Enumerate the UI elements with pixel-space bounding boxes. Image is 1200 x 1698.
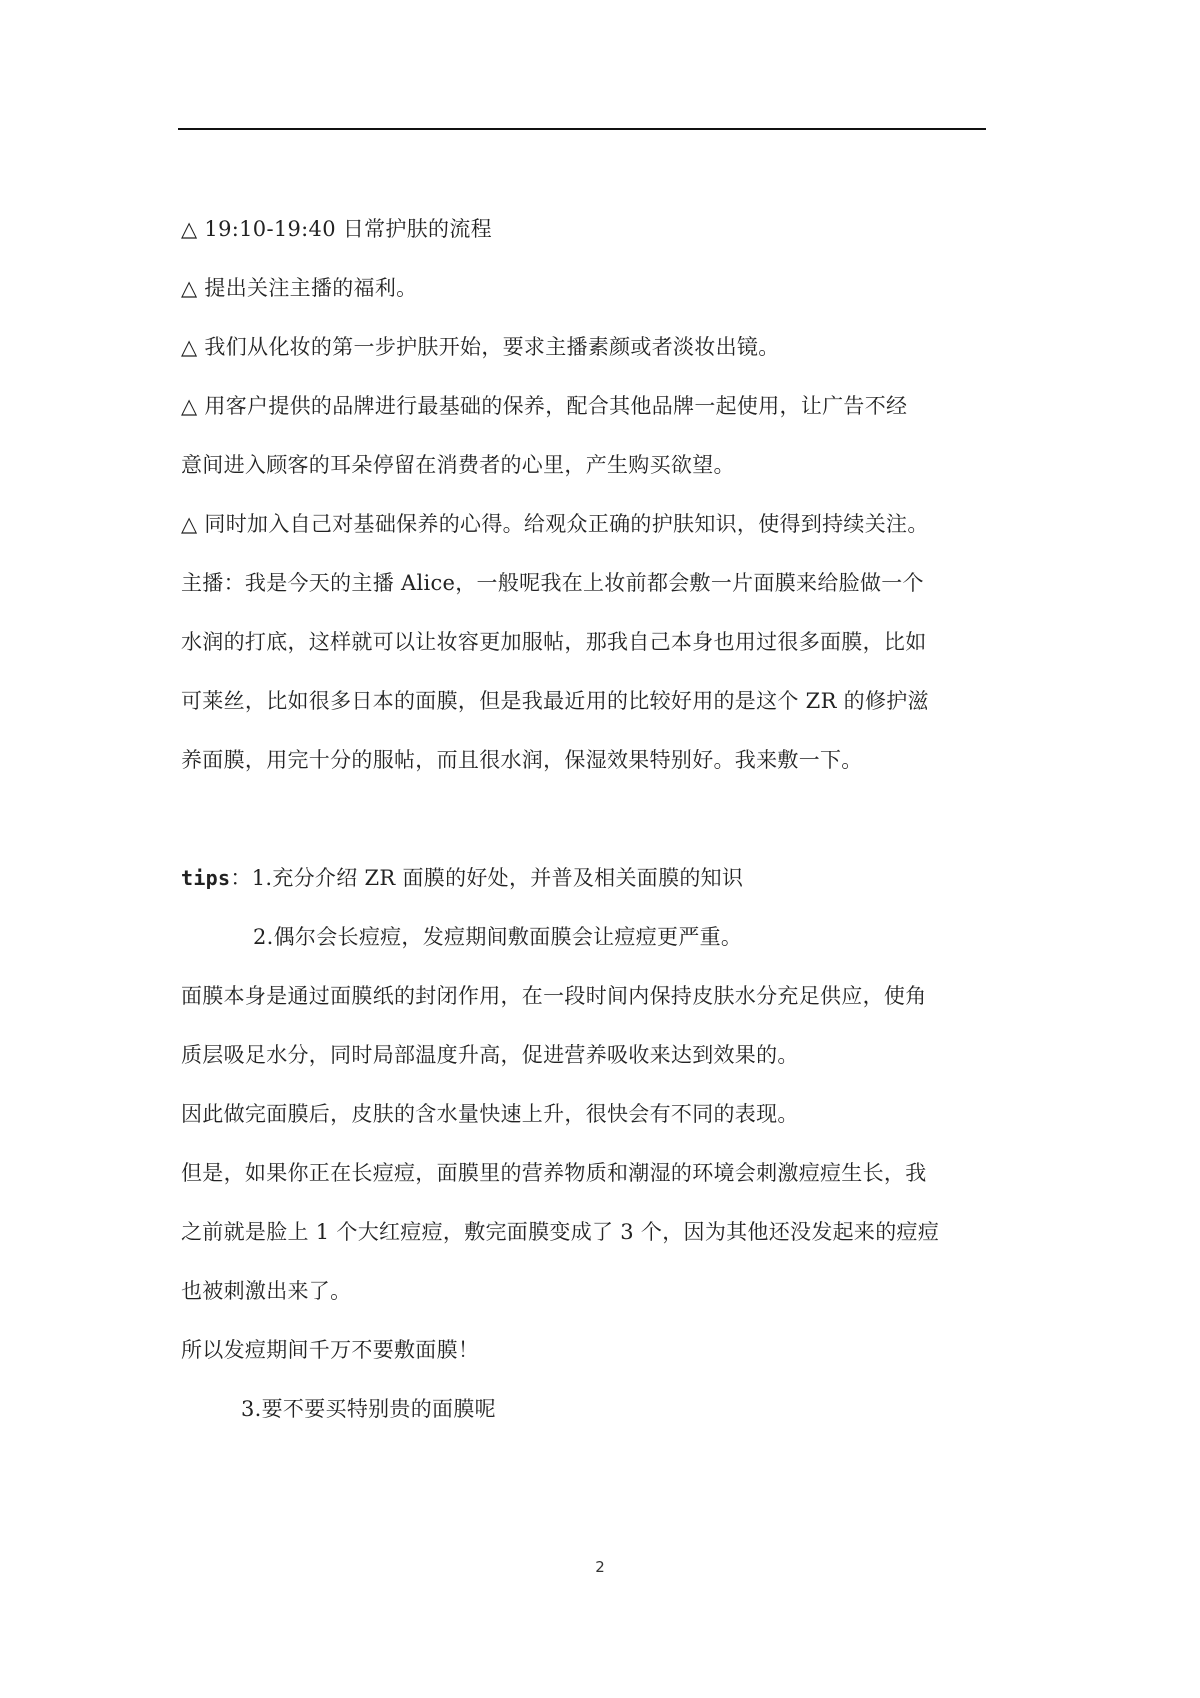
explanation-warning: 所以发痘期间千万不要敷面膜！: [181, 1338, 480, 1362]
bullet-personal-experience: △ 同时加入自己对基础保养的心得。给观众正确的护肤知识，使得到持续关注。: [181, 512, 929, 536]
tips-item-3: 3.要不要买特别贵的面膜呢: [241, 1397, 496, 1421]
host-script-line: 养面膜，用完十分的服帖，而且很水润，保湿效果特别好。我来敷一下。: [181, 748, 863, 772]
explanation-line: 质层吸足水分，同时局部温度升高，促进营养吸收来达到效果的。: [181, 1043, 799, 1067]
tips-item-1: [181, 864, 743, 892]
header-rule: [178, 128, 986, 130]
bullet-schedule: △ 19:10-19:40 日常护肤的流程: [181, 217, 492, 241]
tips-item-1-text: 1.充分介绍 ZR 面膜的好处，并普及相关面膜的知识: [251, 866, 744, 890]
tips-item-2: 2.偶尔会长痘痘，发痘期间敷面膜会让痘痘更严重。: [253, 925, 743, 949]
bullet-follow-benefits: △ 提出关注主播的福利。: [181, 276, 418, 300]
host-script-line: 水润的打底，这样就可以让妆容更加服帖，那我自己本身也用过很多面膜，比如: [181, 630, 927, 654]
host-script-line: 可莱丝，比如很多日本的面膜，但是我最近用的比较好用的是这个 ZR 的修护滋: [181, 689, 929, 713]
explanation-line: 因此做完面膜后，皮肤的含水量快速上升，很快会有不同的表现。: [181, 1102, 799, 1126]
explanation-line: 之前就是脸上 1 个大红痘痘，敷完面膜变成了 3 个，因为其他还没发起来的痘痘: [181, 1220, 940, 1244]
bullet-client-brand: △ 用客户提供的品牌进行最基础的保养，配合其他品牌一起使用，让广告不经: [181, 394, 908, 418]
tips-colon: ：: [230, 866, 252, 890]
host-script-line: 主播：我是今天的主播 Alice，一般呢我在上妆前都会敷一片面膜来给脸做一个: [181, 571, 924, 595]
explanation-line: 面膜本身是通过面膜纸的封闭作用，在一段时间内保持皮肤水分充足供应，使角: [181, 984, 927, 1008]
bullet-client-brand-cont: 意间进入顾客的耳朵停留在消费者的心里，产生购买欲望。: [181, 453, 735, 477]
explanation-line: 也被刺激出来了。: [181, 1279, 352, 1303]
page-number: 2: [595, 1558, 605, 1576]
bullet-skincare-start: △ 我们从化妆的第一步护肤开始，要求主播素颜或者淡妆出镜。: [181, 335, 780, 359]
tips-label: tips: [181, 866, 231, 890]
explanation-line: 但是，如果你正在长痘痘，面膜里的营养物质和潮湿的环境会刺激痘痘生长，我: [181, 1161, 927, 1185]
